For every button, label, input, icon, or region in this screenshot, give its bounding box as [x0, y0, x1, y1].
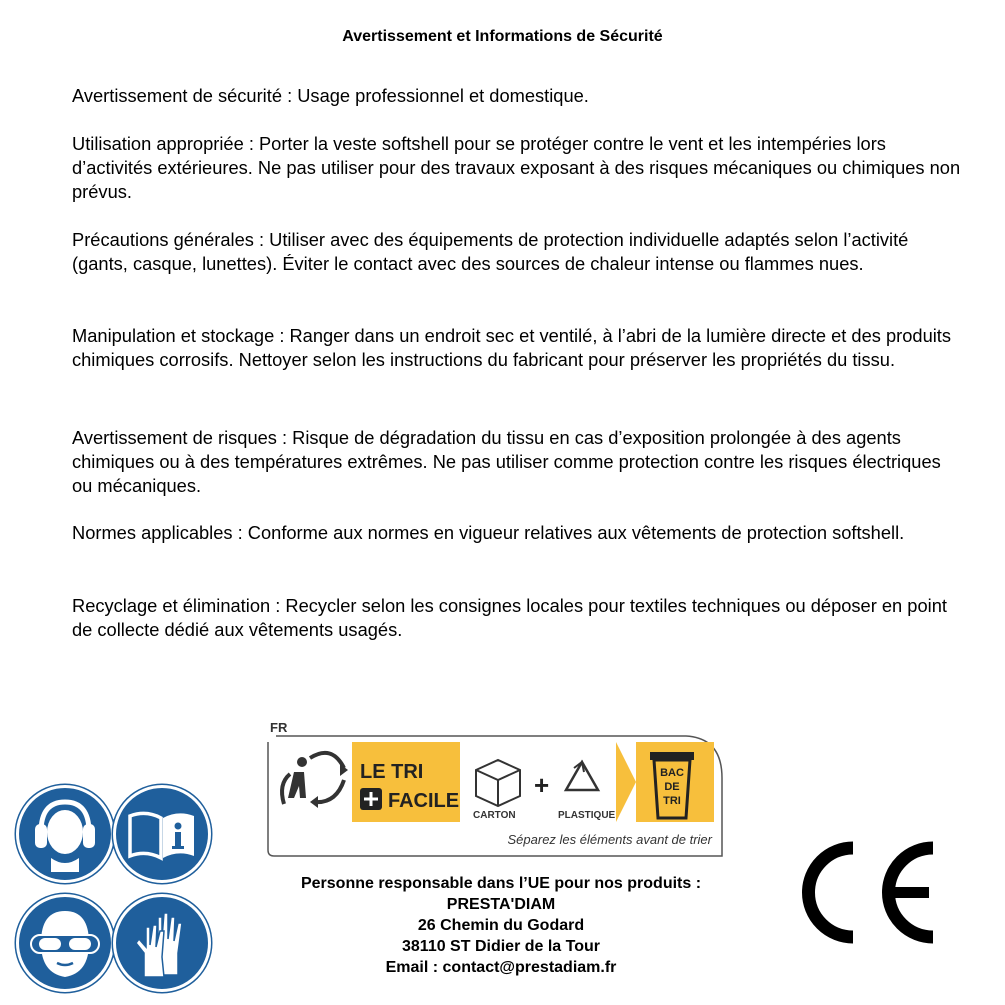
paragraph-general-precautions: Précautions générales : Utiliser avec des équipements de protection individuelle adaptés selon l’activité (gants, casque, lunettes). Éviter le contact avec des sources de chaleur intense ou flammes nues. [72, 229, 909, 274]
responsible-email: Email : contact@prestadiam.fr [385, 959, 617, 976]
responsible-city: 38110 ST Didier de la Tour [402, 938, 600, 955]
responsible-heading: Personne responsable dans l’UE pour nos produits : [300, 875, 702, 892]
paragraph-intended-use: Utilisation appropriée : Porter la veste softshell pour se protéger contre le vent et les intempéries lors d’activités extérieures. Ne pas utiliser pour des travaux exposant à des risques mécaniques ou chimiques non prévus. [72, 133, 961, 202]
responsible-street: 26 Chemin du Godard [417, 917, 585, 934]
triman-line1: LE TRI [360, 761, 424, 783]
eye-protection-icon [16, 894, 114, 992]
triman-bin-line2: DE [664, 781, 680, 793]
triman-bin-line3: TRI [663, 795, 681, 807]
paragraph-risk-warning: Avertissement de risques : Risque de dégradation du tissu en cas d’exposition prolongée à des agents chimiques ou à des températures extrêmes. Ne pas utiliser comme protection contre les risques électriques ou mécaniques. [72, 427, 941, 496]
paragraph-standards: Normes applicables : Conforme aux normes en vigueur relatives aux vêtements de protection softshell. [72, 522, 905, 543]
triman-country: FR [270, 720, 288, 735]
triman-item1: CARTON [473, 810, 516, 821]
triman-label [266, 718, 726, 860]
paragraph-recycling: Recyclage et élimination : Recycler selon les consignes locales pour textiles techniques ou déposer en point de collecte dédié aux vêtements usagés. [72, 595, 947, 640]
triman-footer: Séparez les éléments avant de trier [507, 832, 712, 847]
gloves-icon [113, 894, 211, 992]
paragraph-handling-storage: Manipulation et stockage : Ranger dans un endroit sec et ventilé, à l’abri de la lumière directe et des produits chimiques corrosifs. Nettoyer selon les instructions du fabricant pour préserver les propriétés du tissu. [72, 325, 952, 370]
plus-icon: + [534, 770, 550, 800]
paragraph-safety-warning: Avertissement de sécurité : Usage professionnel et domestique. [72, 85, 589, 106]
triman-item2: PLASTIQUE [558, 810, 616, 821]
read-manual-icon [113, 785, 211, 883]
triman-line2: FACILE [388, 790, 460, 812]
triman-bin-line1: BAC [660, 767, 684, 779]
triman-recycling-icon [282, 753, 348, 808]
ear-protection-icon [16, 785, 114, 883]
responsible-person-block [226, 873, 776, 978]
responsible-company: PRESTA'DIAM [446, 896, 556, 913]
ce-mark-icon [795, 840, 940, 945]
page-title: Avertissement et Informations de Sécurité [342, 28, 663, 45]
